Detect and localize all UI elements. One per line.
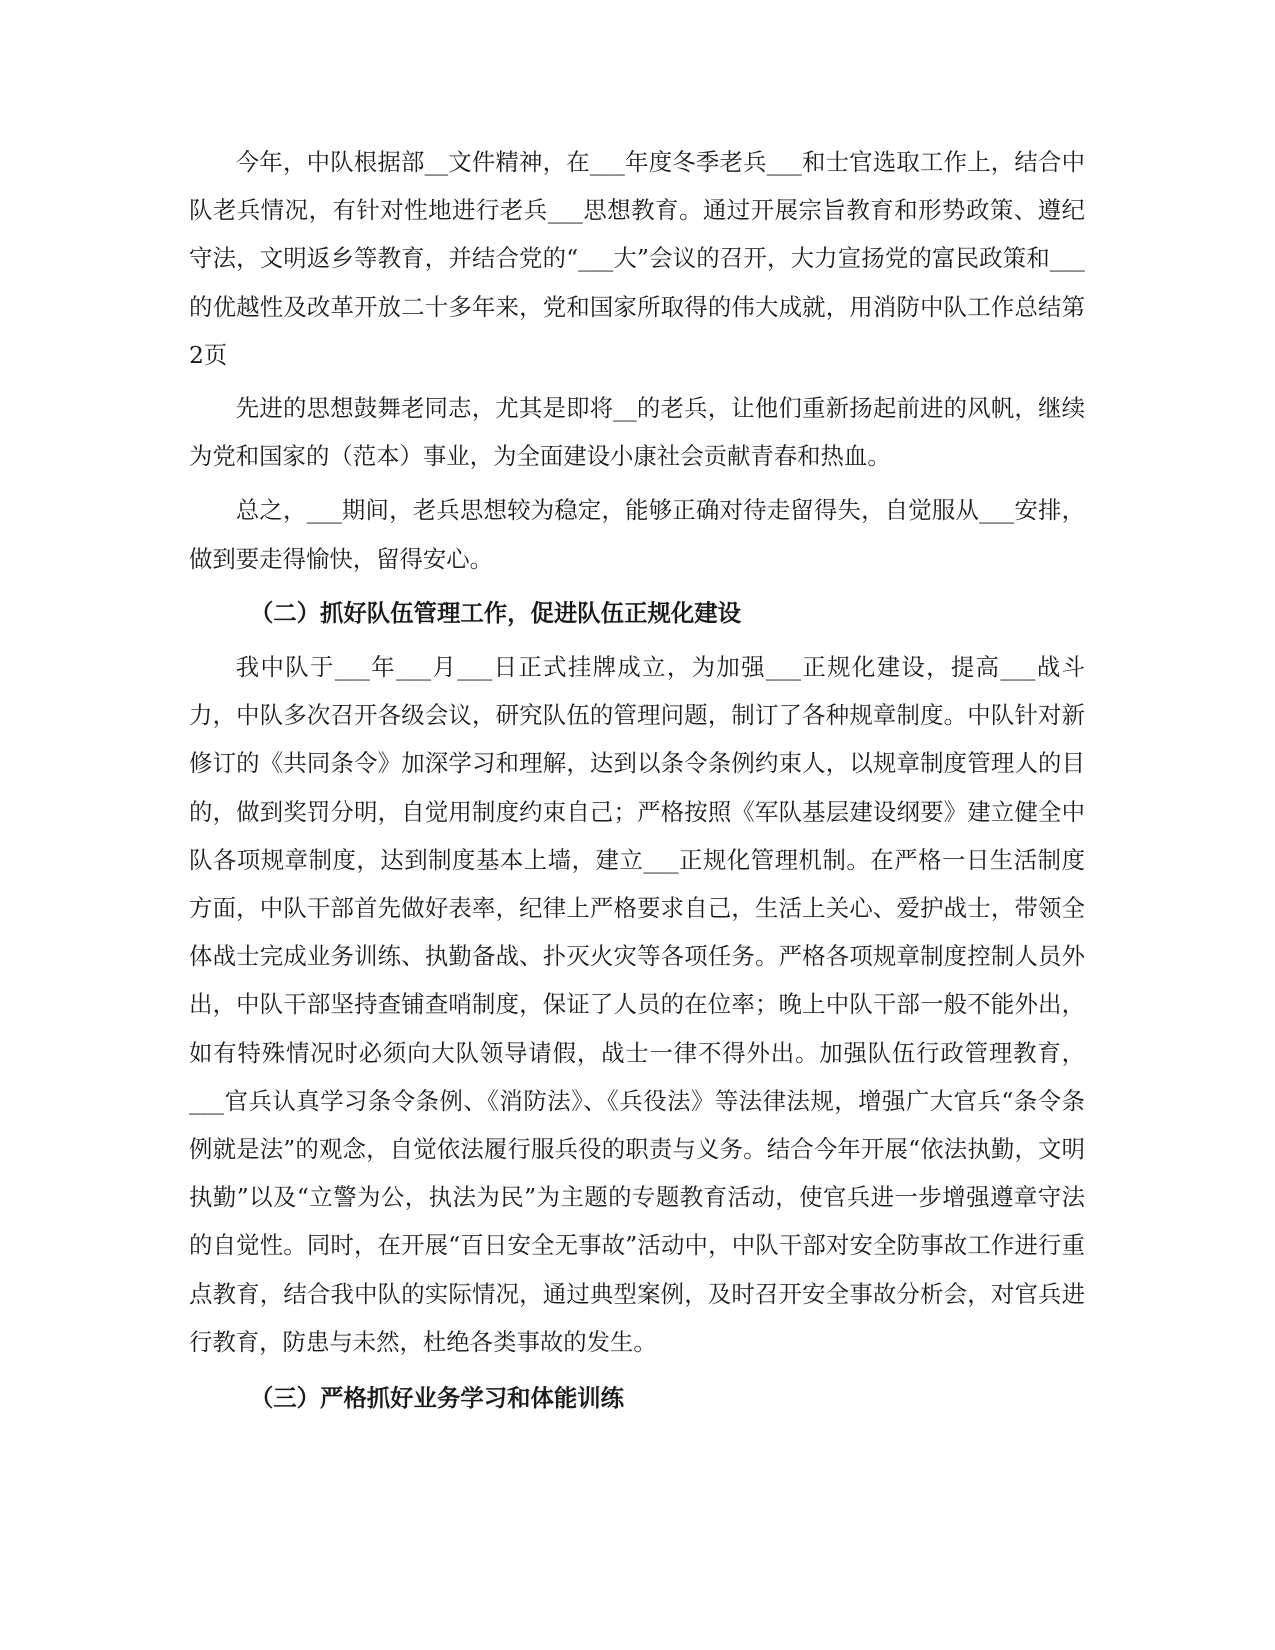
paragraph-summary: 总之，___期间，老兵思想较为稳定，能够正确对待走留得失，自觉服从___安排，做到要走得愉快，留得安心。 [189, 496, 1085, 573]
paragraph-team-management: 我中队于___年___月___日正式挂牌成立，为加强___正规化建设，提高___战斗力，中队多次召开各级会议，研究队伍的管理问题，制订了各种规章制度。中队针对新修订的《共同条令》加深学习和理解，达到以条令条例约束人，以规章制度管理人的目的，做到奖罚分明，自觉用制度约束自己；严格按照《军队基层建设纲要》建立健全中队各项规章制度，达到制度基本上墙，建立___正规化管理机制。在严格一日生活制度方面，中队干部首先做好表率，纪律上严格要求自己，生活上关心、爱护战士，带领全体战士完成业务训练、执勤备战、扑灭火灾等各项任务。严格各项规章制度控制人员外出，中队干部坚持查铺查哨制度，保证了人员的在位率；晚上中队干部一般不能外出，如有特殊情况时必须向大队领导请假，战士一律不得外出。加强队伍行政管理教育，___官兵认真学习条令条例、《消防法》、《兵役法》等法律法规，增强广大官兵“条令条例就是法”的观念，自觉依法履行服兵役的职责与义务。结合今年开展“依法执勤，文明执勤”以及“立警为公，执法为民”为主题的专题教育活动，使官兵进一步增强遵章守法的自觉性。同时，在开展“百日安全无事故”活动中，中队干部对安全防事故工作进行重点教育，结合我中队的实际情况，通过典型案例，及时召开安全事故分析会，对官兵进行教育，防患与未然，杜绝各类事故的发生。 [189, 653, 1085, 1356]
section-heading-team-management: （二）抓好队伍管理工作，促进队伍正规化建设 [249, 598, 742, 627]
paragraph-veteran-education: 今年，中队根据部__文件精神，在___年度冬季老兵___和士官选取工作上，结合中队老兵情况，有针对性地进行老兵___思想教育。通过开展宗旨教育和形势政策、遵纪守法，文明返乡等教育，并结合党的“___大”会议的召开，大力宣扬党的富民政策和___的优越性及改革开放二十多年来，党和国家所取得的伟大成就，用消防中队工作总结第2页 [189, 148, 1085, 369]
document-body [189, 138, 1085, 1422]
paragraph-veteran-encouragement: 先进的思想鼓舞老同志，尤其是即将__的老兵，让他们重新扬起前进的风帆，继续为党和国家的（范本）事业，为全面建设小康社会贡献青春和热血。 [189, 394, 1085, 471]
section-heading-training: （三）严格抓好业务学习和体能训练 [249, 1384, 625, 1413]
